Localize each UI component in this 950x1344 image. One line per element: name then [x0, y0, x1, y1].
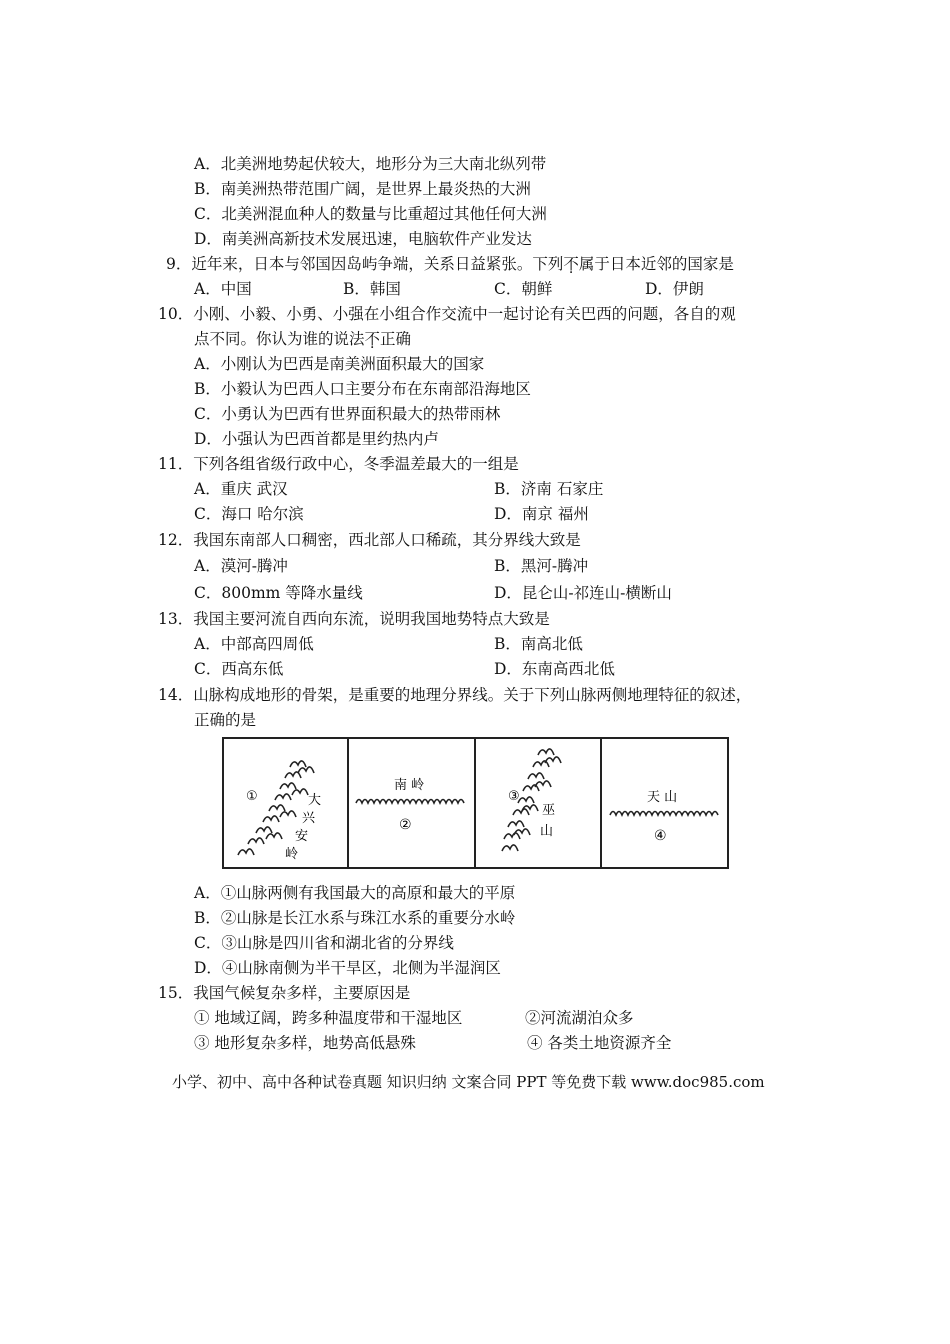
q13-option-d: D．东南高西北低 — [494, 660, 615, 678]
q13-option-a: A．中部高四周低 — [194, 635, 314, 653]
q11-option-c: C．海口 哈尔滨 — [194, 505, 304, 523]
q14-number: 14． — [158, 686, 194, 704]
q8-option-d: D．南美洲高新技术发展迅速，电脑软件产业发达 — [194, 230, 532, 248]
q11-stem — [158, 454, 519, 474]
q8-option-a: A．北美洲地势起伏较大，地形分为三大南北纵列带 — [194, 155, 547, 173]
q9-number: 9． — [166, 255, 192, 273]
q9-option-d: D．伊朗 — [645, 280, 704, 298]
q10-stem-line1 — [158, 304, 736, 324]
q11-option-a: A．重庆 武汉 — [194, 480, 288, 498]
q12-stem-text: 我国东南部人口稠密，西北部人口稀疏，其分界线大致是 — [193, 531, 581, 549]
panel-3-number: ③ — [508, 789, 520, 804]
q13-option-c: C．西高东低 — [194, 660, 284, 678]
q11-option-d: D．南京 福州 — [494, 505, 589, 523]
panel-1-char-4: 岭 — [285, 847, 299, 862]
q9-option-a: A．中国 — [194, 280, 252, 298]
panel-4-number: ④ — [654, 828, 667, 844]
q15-item-1: ① 地域辽阔，跨多种温度带和干湿地区 — [194, 1009, 463, 1027]
panel-1-number: ① — [246, 789, 258, 804]
panel-1-char-2: 兴 — [302, 811, 316, 826]
q13-option-b: B．南高北低 — [494, 635, 583, 653]
q10-option-d: D．小强认为巴西首都是里约热内卢 — [194, 430, 439, 448]
q10-stem-line2-post: 正确 — [380, 330, 412, 348]
q9-option-c: C．朝鲜 — [494, 280, 553, 298]
q10-stem-text: 小刚、小毅、小勇、小强在小组合作交流中一起讨论有关巴西的问题，各自的观 — [193, 305, 736, 323]
q14-stem-text: 山脉构成地形的骨架，是重要的地理分界线。关于下列山脉两侧地理特征的叙述， — [193, 686, 752, 704]
q14-stem-line2: 正确的是 — [194, 711, 257, 729]
q15-item-2: ②河流湖泊众多 — [525, 1009, 634, 1027]
q15-item-3: ③ 地形复杂多样，地势高低悬殊 — [194, 1034, 416, 1052]
panel-1-char-3: 安 — [295, 829, 309, 844]
q8-option-b: B．南美洲热带范围广阔，是世界上最炎热的大洲 — [194, 180, 531, 198]
mountain-range-figure — [222, 737, 729, 869]
q12-option-b: B．黑河-腾冲 — [494, 557, 589, 575]
q10-stem-line2-pre: 点不同。你认为谁的说法 — [194, 330, 365, 348]
q13-number: 13． — [158, 610, 194, 628]
q11-stem-text: 下列各组省级行政中心，冬季温差最大的一组是 — [193, 455, 519, 473]
q13-stem — [158, 609, 550, 629]
q12-option-c: C．800mm 等降水量线 — [194, 584, 363, 602]
q14-stem-line1 — [158, 685, 751, 705]
q12-option-d: D．昆仑山-祁连山-横断山 — [494, 584, 672, 602]
q14-option-b: B．②山脉是长江水系与珠江水系的重要分水岭 — [194, 909, 516, 927]
q14-option-a: A．①山脉两侧有我国最大的高原和最大的平原 — [194, 884, 516, 902]
q15-number: 15． — [158, 984, 194, 1002]
q14-option-d: D．④山脉南侧为半干旱区，北侧为半湿润区 — [194, 959, 501, 977]
q14-option-c: C．③山脉是四川省和湖北省的分界线 — [194, 934, 454, 952]
panel-2-name: 南 岭 — [394, 778, 425, 793]
q10-number: 10． — [158, 305, 194, 323]
q10-option-b: B．小毅认为巴西人口主要分布在东南部沿海地区 — [194, 380, 531, 398]
q15-item-4: ④ 各类土地资源齐全 — [527, 1034, 672, 1052]
footer-text: 小学、初中、高中各种试卷真题 知识归纳 文案合同 PPT 等免费下载 www.doc985.com — [172, 1073, 765, 1091]
q10-option-c: C．小勇认为巴西有世界面积最大的热带雨林 — [194, 405, 501, 423]
q11-option-b: B．济南 石家庄 — [494, 480, 604, 498]
q12-option-a: A．漠河-腾冲 — [194, 557, 288, 575]
panel-1-char-1: 大 — [308, 793, 322, 808]
q9-emphasis: 不 — [563, 255, 579, 273]
q9-stem — [166, 254, 734, 274]
q9-stem-post: 属于日本近邻的国家是 — [578, 255, 734, 273]
panel-4-name: 天 山 — [647, 790, 678, 805]
q11-number: 11． — [158, 455, 194, 473]
q10-option-a: A．小刚认为巴西是南美洲面积最大的国家 — [194, 355, 485, 373]
q10-emphasis: 不 — [364, 330, 381, 348]
q13-stem-text: 我国主要河流自西向东流，说明我国地势特点大致是 — [193, 610, 550, 628]
q15-stem-text: 我国气候复杂多样，主要原因是 — [193, 984, 411, 1002]
q9-stem-pre: 近年来，日本与邻国因岛屿争端，关系日益紧张。下列 — [191, 255, 564, 273]
panel-3-char-1: 巫 — [542, 803, 556, 818]
q12-number: 12． — [158, 531, 194, 549]
q12-stem — [158, 530, 581, 550]
panel-2-number: ② — [399, 817, 412, 833]
q15-stem — [158, 983, 410, 1003]
q9-option-b: B．韩国 — [343, 280, 401, 298]
q10-stem-line2 — [194, 329, 411, 349]
panel-3-char-2: 山 — [540, 824, 554, 839]
q8-option-c: C．北美洲混血种人的数量与比重超过其他任何大洲 — [194, 205, 547, 223]
